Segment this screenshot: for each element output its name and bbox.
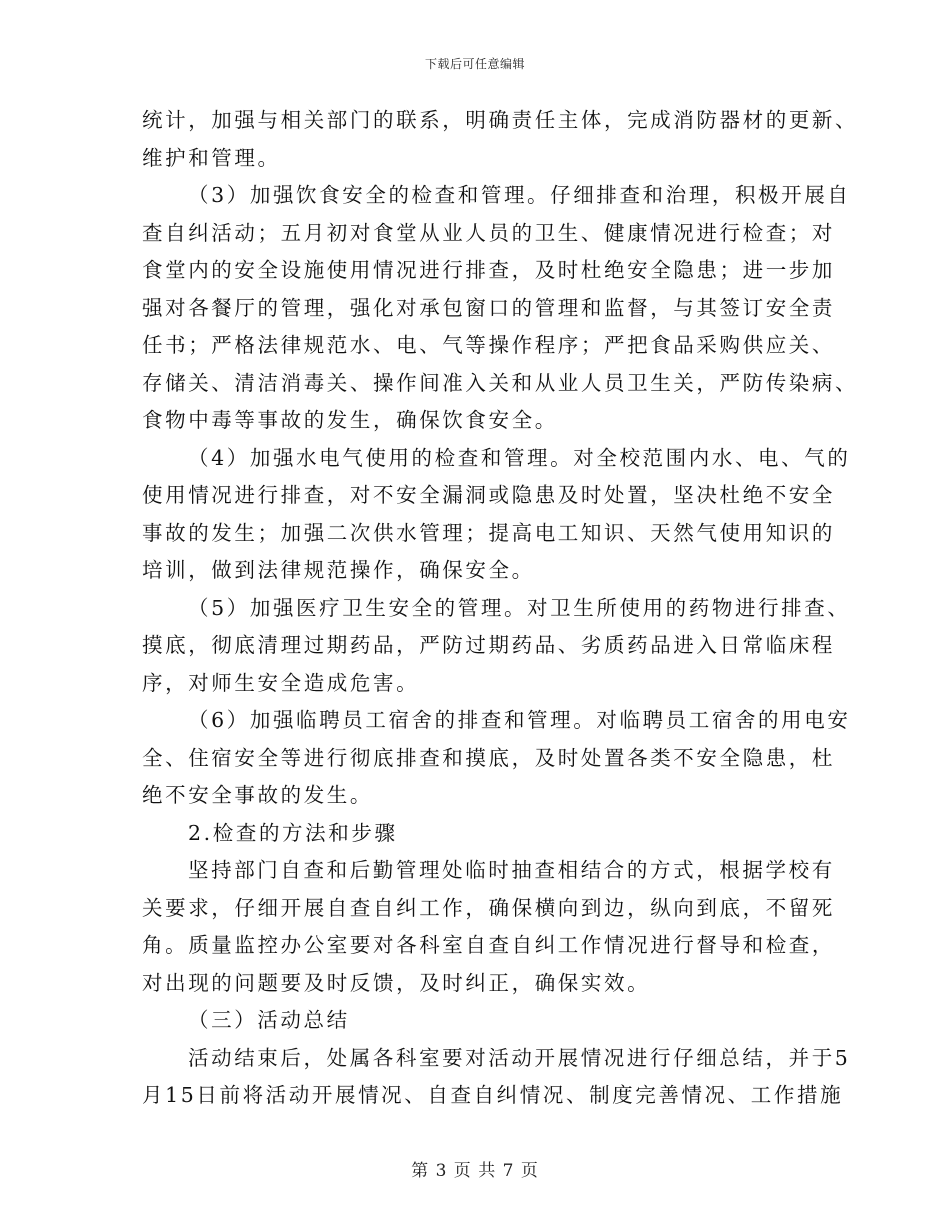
text-line: 摸底，彻底清理过期药品，严防过期药品、劣质药品进入日常临床程 <box>142 633 835 657</box>
text-line: （3）加强饮食安全的检查和管理。仔细排查和治理，积极开展自 <box>188 183 851 207</box>
text-line: 存储关、清洁消毒关、操作间准入关和从业人员卫生关，严防传染病、 <box>142 370 859 395</box>
text-line: 活动结束后，处属各科室要对活动开展情况进行仔细总结，并于5 <box>188 1045 851 1070</box>
text-line: 统计，加强与相关部门的联系，明确责任主体，完成消防器材的更新、 <box>142 108 859 132</box>
page-number: 第 3 页 共 7 页 <box>411 1161 539 1181</box>
document-body <box>142 102 859 1115</box>
text-line: 对出现的问题要及时反馈，及时纠正，确保实效。 <box>142 970 651 995</box>
text-line: 关要求，仔细开展自查自纠工作，确保横向到边，纵向到底，不留死 <box>142 895 835 920</box>
text-line: 使用情况进行排查，对不安全漏洞或隐患及时处置，坚决杜绝不安全 <box>142 483 835 507</box>
text-line: 强对各餐厅的管理，强化对承包窗口的管理和监督，与其签订安全责 <box>142 295 835 320</box>
text-line: 事故的发生；加强二次供水管理；提高电工知识、天然气使用知识的 <box>142 520 835 545</box>
text-line: （4）加强水电气使用的检查和管理。对全校范围内水、电、气的 <box>188 445 851 470</box>
body-text <box>142 102 859 1115</box>
text-line: 角。质量监控办公室要对各科室自查自纠工作情况进行督导和检查， <box>142 933 835 957</box>
text-line: 坚持部门自查和后勤管理处临时抽查相结合的方式，根据学校有 <box>188 858 835 882</box>
text-line: 任书；严格法律规范水、电、气等操作程序；严把食品采购供应关、 <box>142 333 835 357</box>
text-line: 全、住宿安全等进行彻底排查和摸底，及时处置各类不安全隐患，杜 <box>142 745 835 770</box>
text-line: 培训，做到法律规范操作，确保安全。 <box>142 558 535 582</box>
text-line: 月15日前将活动开展情况、自查自纠情况、制度完善情况、工作措施 <box>142 1083 844 1107</box>
text-line: 查自纠活动；五月初对食堂从业人员的卫生、健康情况进行检查；对 <box>142 220 835 245</box>
text-line: （6）加强临聘员工宿舍的排查和管理。对临聘员工宿舍的用电安 <box>188 708 851 732</box>
text-line: 绝不安全事故的发生。 <box>142 783 373 807</box>
text-line: 2.检查的方法和步骤 <box>188 820 398 845</box>
text-line: （三）活动总结 <box>188 1008 350 1032</box>
text-line: 维护和管理。 <box>142 145 281 170</box>
text-line: 食堂内的安全设施使用情况进行排查，及时杜绝安全隐患；进一步加 <box>142 258 835 282</box>
text-line: 食物中毒等事故的发生，确保饮食安全。 <box>142 408 558 432</box>
page-header: 下载后可任意编辑 <box>424 57 525 71</box>
text-line: 序，对师生安全造成危害。 <box>142 670 420 695</box>
text-line: （5）加强医疗卫生安全的管理。对卫生所使用的药物进行排查、 <box>188 595 851 620</box>
